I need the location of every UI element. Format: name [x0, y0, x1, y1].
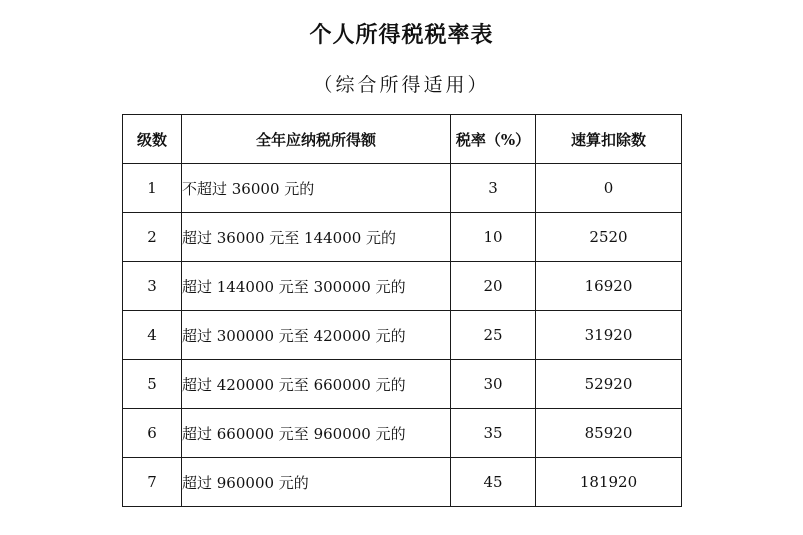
- cell-level: 1: [123, 164, 182, 213]
- cell-quick-deduction: 85920: [536, 409, 682, 458]
- cell-tax-rate: 10: [451, 213, 536, 262]
- page-title: 个人所得税税率表: [309, 22, 494, 48]
- cell-quick-deduction: 181920: [536, 458, 682, 507]
- cell-level: 6: [123, 409, 182, 458]
- table-row: [123, 409, 682, 458]
- cell-level: 5: [123, 360, 182, 409]
- cell-taxable-income: 超过 300000 元至 420000 元的: [182, 311, 451, 360]
- cell-taxable-income: 超过 660000 元至 960000 元的: [182, 409, 451, 458]
- cell-taxable-income: 不超过 36000 元的: [182, 164, 451, 213]
- header-tax-rate: 税率（%）: [451, 115, 536, 164]
- cell-tax-rate: 35: [451, 409, 536, 458]
- header-quick-deduction: 速算扣除数: [536, 115, 682, 164]
- cell-level: 4: [123, 311, 182, 360]
- table-row: [123, 360, 682, 409]
- cell-level: 3: [123, 262, 182, 311]
- tax-rate-table: [122, 114, 682, 507]
- cell-tax-rate: 45: [451, 458, 536, 507]
- cell-taxable-income: 超过 420000 元至 660000 元的: [182, 360, 451, 409]
- cell-tax-rate: 30: [451, 360, 536, 409]
- cell-taxable-income: 超过 36000 元至 144000 元的: [182, 213, 451, 262]
- table-row: [123, 458, 682, 507]
- cell-quick-deduction: 52920: [536, 360, 682, 409]
- page-subtitle: （综合所得适用）: [313, 74, 490, 96]
- cell-quick-deduction: 16920: [536, 262, 682, 311]
- table-row: [123, 213, 682, 262]
- cell-tax-rate: 20: [451, 262, 536, 311]
- cell-taxable-income: 超过 960000 元的: [182, 458, 451, 507]
- table-row: [123, 311, 682, 360]
- table-row: [123, 164, 682, 213]
- header-taxable-income: 全年应纳税所得额: [182, 115, 451, 164]
- cell-tax-rate: 3: [451, 164, 536, 213]
- cell-taxable-income: 超过 144000 元至 300000 元的: [182, 262, 451, 311]
- header-level: 级数: [123, 115, 182, 164]
- cell-level: 7: [123, 458, 182, 507]
- cell-quick-deduction: 2520: [536, 213, 682, 262]
- table-header-row: [123, 115, 682, 164]
- cell-quick-deduction: 31920: [536, 311, 682, 360]
- cell-tax-rate: 25: [451, 311, 536, 360]
- table-row: [123, 262, 682, 311]
- cell-quick-deduction: 0: [536, 164, 682, 213]
- cell-level: 2: [123, 213, 182, 262]
